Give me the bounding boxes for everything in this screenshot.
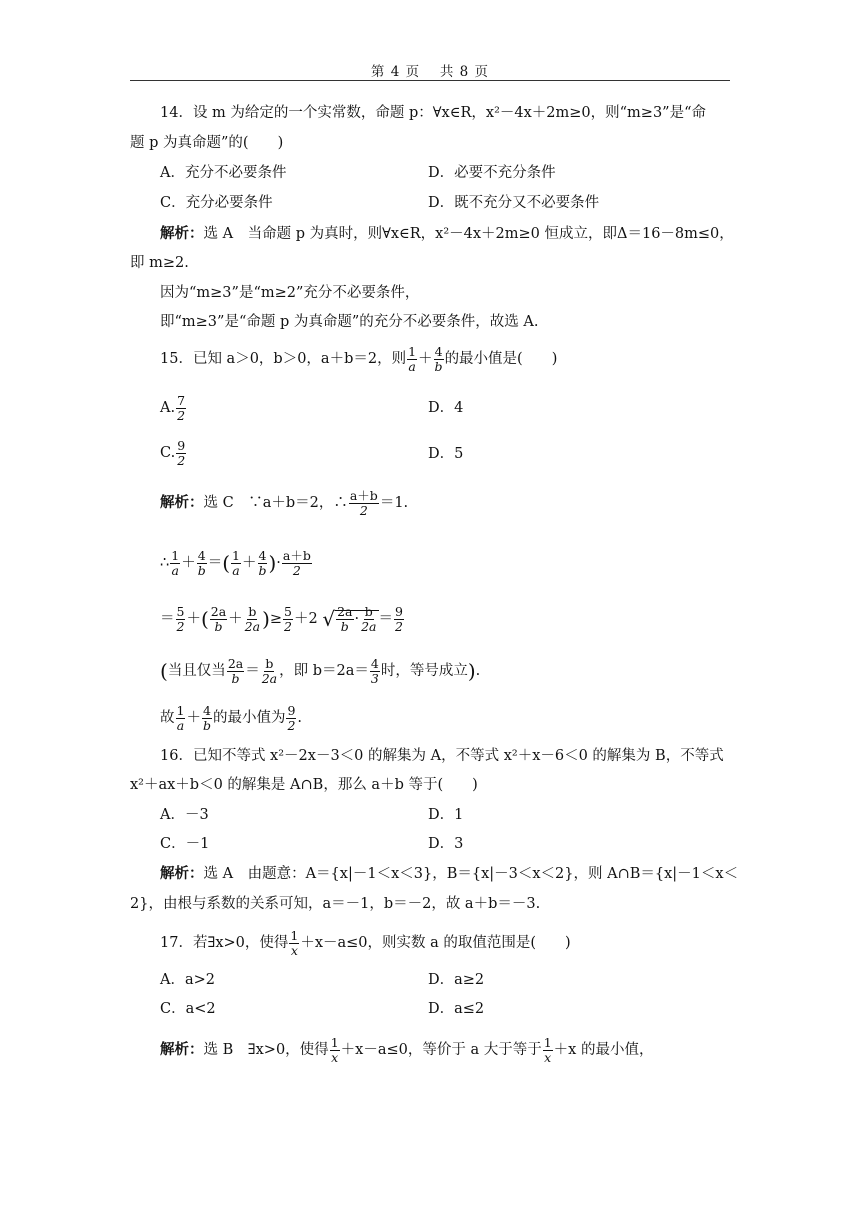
q15-solution-line4: (当且仅当 $\frac{2a}{b}$ ＝ $\frac{b}{2a}$ ，即 b＝2a＝ $\frac{4}{3}$ 时，等号成立). — [160, 655, 481, 686]
q15-frac-1a: $\frac{1}{a}$ — [408, 343, 417, 374]
q16-option-d: D．1 — [428, 807, 464, 823]
q15-solution-line5: 故 $\frac{1}{a}$ ＋ $\frac{4}{b}$ 的最小值为 $\frac{9}{2}$ . — [160, 702, 303, 733]
q15-option-d: D．4 — [428, 400, 464, 416]
page-header: 第 4 页 共 8 页 — [370, 64, 490, 80]
q14-solution-line2: 即 m≥2. — [130, 255, 189, 271]
q15-solution-line1: 解析：选 C ∵a＋b＝2，∴ $\frac{a+b}{2}$ ＝1. — [160, 487, 409, 518]
q15-option-d2: D．5 — [428, 446, 464, 462]
q14-stem-line1: 14．设 m 为给定的一个实常数，命题 p：∀x∈R，x²－4x＋2m≥0，则“m≥3”是“命 — [160, 105, 706, 121]
q15-solution-line3: ＝ $\frac{5}{2}$ ＋( $\frac{2a}{b}$ ＋ $\frac{b}{2a}$ )≥ $\frac{5}{2}$ ＋2 √ $\frac{2a}{b}$ · $\frac{b}{2a}$ ＝ $\frac{9}{2}$ — [160, 603, 403, 634]
q15-solution-line2: ∴ $\frac{1}{a}$ ＋ $\frac{4}{b}$ ＝( $\frac{1}{a}$ ＋ $\frac{4}{b}$ )· $\frac{a+b}{2}$ — [160, 547, 311, 578]
q15-stem-b: 的最小值是( ) — [444, 351, 558, 367]
q17-option-d2: D．a≤2 — [428, 1001, 485, 1017]
q15-option-c: C. $\frac{9}{2}$ — [160, 437, 186, 468]
q16-stem-line2: x²＋ax＋b＜0 的解集是 A∩B，那么 a＋b 等于( ) — [130, 777, 478, 793]
q17-stem: 17．若∃x>0，使得 $\frac{1}{x}$ ＋x－a≤0，则实数 a 的取值范围是( ) — [160, 927, 571, 958]
q14-option-a: A．充分不必要条件 — [160, 165, 287, 181]
q17-option-a: A．a>2 — [160, 972, 215, 988]
q15-option-a: A. $\frac{7}{2}$ — [160, 392, 186, 423]
q14-solution-line4: 即“m≥3”是“命题 p 为真命题”的充分不必要条件，故选 A. — [160, 314, 539, 330]
q17-option-c: C．a<2 — [160, 1001, 216, 1017]
q17-option-d: D．a≥2 — [428, 972, 485, 988]
q15-stem — [160, 344, 557, 374]
q14-option-d2: D．既不充分又不必要条件 — [428, 195, 600, 211]
q16-option-d2: D．3 — [428, 836, 464, 852]
q16-solution-line1: 解析：选 A 由题意：A＝{x|－1＜x＜3}，B＝{x|－3＜x＜2}，则 A∩B＝{x|－1＜x＜ — [160, 865, 739, 882]
q14-stem-line2: 题 p 为真命题”的( ) — [130, 135, 284, 151]
q16-option-a: A．－3 — [160, 807, 209, 823]
header-rule — [130, 80, 730, 81]
q17-solution-line1: 解析：选 B ∃x>0，使得 $\frac{1}{x}$ ＋x－a≤0，等价于 a 大于等于 $\frac{1}{x}$ ＋x 的最小值， — [160, 1034, 654, 1065]
q16-stem-line1: 16．已知不等式 x²－2x－3＜0 的解集为 A，不等式 x²＋x－6＜0 的解集为 B，不等式 — [160, 748, 724, 764]
q15-plus: ＋ — [418, 351, 433, 367]
q15-frac-4b: $\frac{4}{b}$ — [434, 343, 443, 374]
q14-option-d: D．必要不充分条件 — [428, 165, 556, 181]
q15-stem-a: 15．已知 a＞0，b＞0，a＋b＝2，则 — [160, 351, 407, 367]
q14-solution-text: 选 A 当命题 p 为真时，则∀x∈R，x²－4x＋2m≥0 恒成立，即Δ＝16－8m≤0， — [203, 226, 734, 242]
q16-solution-line2: 2}，由根与系数的关系可知，a＝－1，b＝－2，故 a＋b＝－3. — [130, 896, 541, 912]
q14-option-c: C．充分必要条件 — [160, 195, 273, 211]
q14-solution-line1 — [160, 224, 734, 244]
q16-option-c: C．－1 — [160, 836, 210, 852]
q14-solution-line3: 因为“m≥3”是“m≥2”充分不必要条件， — [160, 285, 420, 301]
solution-label: 解析： — [160, 225, 204, 242]
